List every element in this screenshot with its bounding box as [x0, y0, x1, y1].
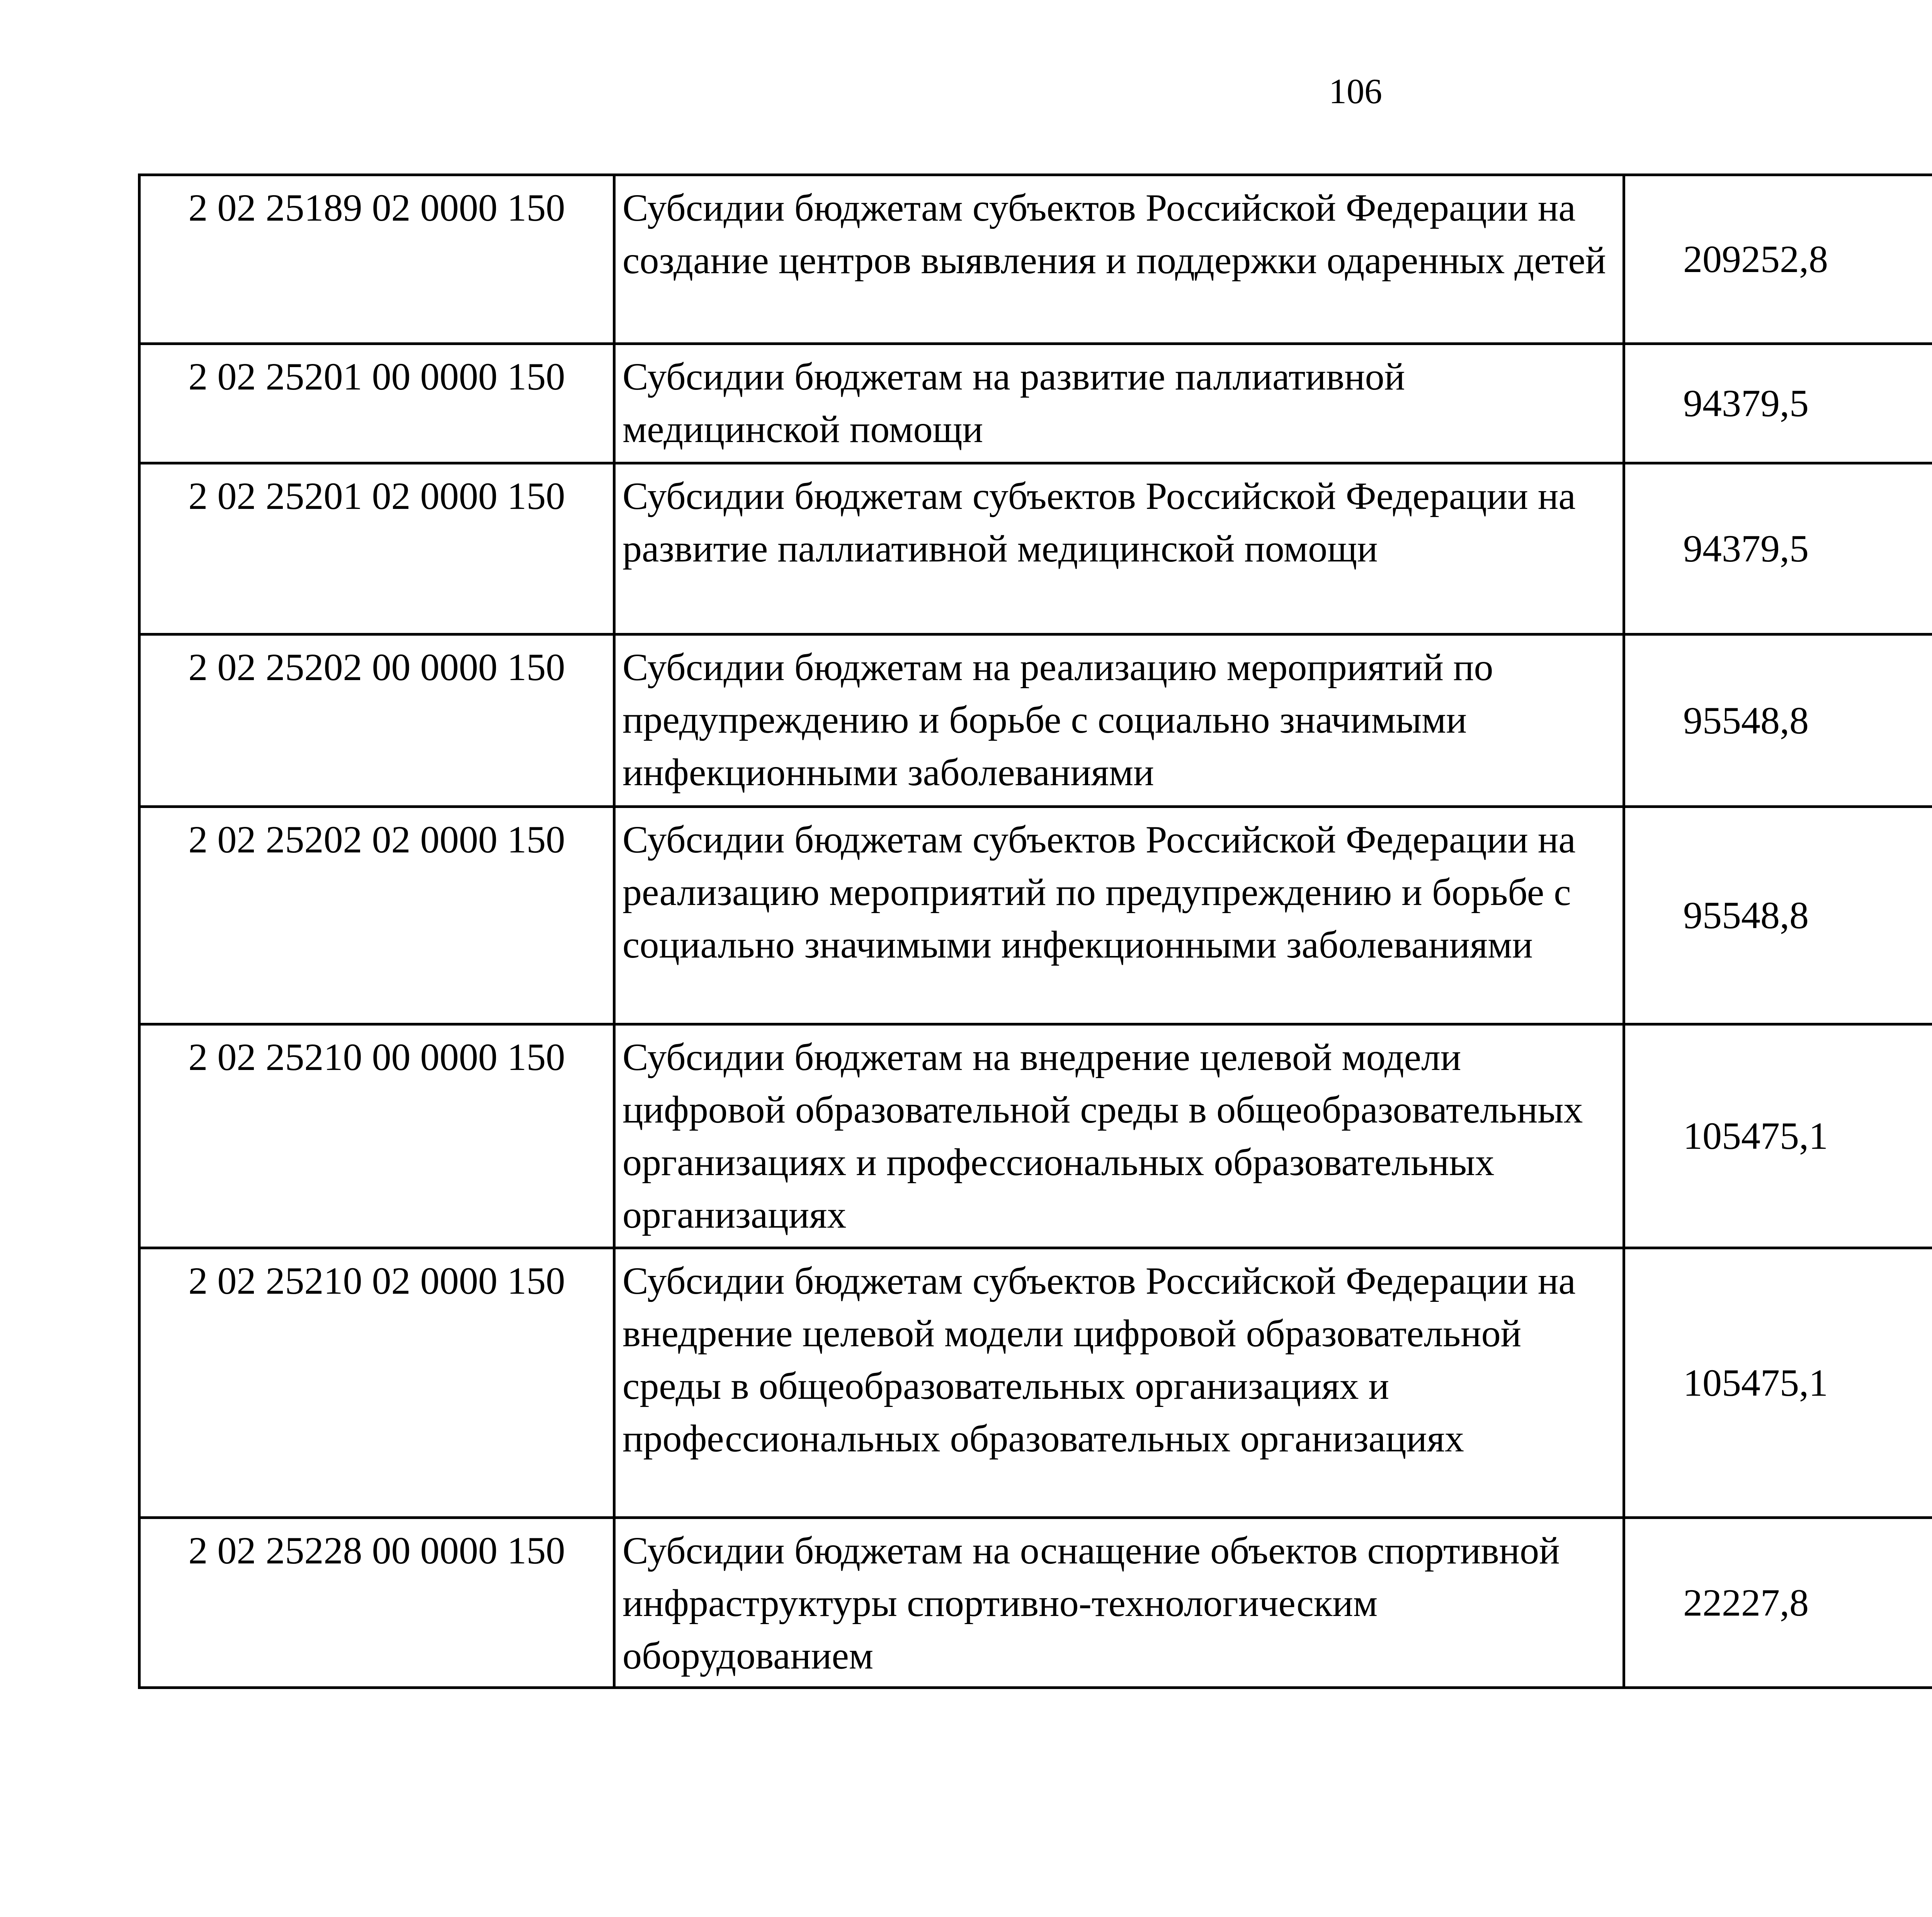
row-code: 2 02 25228 00 0000 150 — [139, 1518, 614, 1688]
table-row — [139, 175, 1932, 344]
row-year1-amount: 105475,1 — [1624, 1024, 1932, 1248]
row-code: 2 02 25202 02 0000 150 — [139, 807, 614, 1024]
row-description: Субсидии бюджетам на оснащение объектов спортивной инфраструктуры спортивно-технологическим оборудованием — [614, 1518, 1624, 1688]
table-row — [139, 1248, 1932, 1518]
table-row — [139, 1518, 1932, 1688]
row-year1-amount: 95548,8 — [1624, 807, 1932, 1024]
row-year1-amount: 209252,8 — [1624, 175, 1932, 344]
row-description: Субсидии бюджетам на реализацию мероприятий по предупреждению и борьбе с социально значимыми инфекционными заболеваниями — [614, 634, 1624, 807]
row-description: Субсидии бюджетам на развитие паллиативной медицинской помощи — [614, 344, 1624, 463]
table-row — [139, 807, 1932, 1024]
table-row — [139, 634, 1932, 807]
table-row — [139, 1024, 1932, 1248]
row-description: Субсидии бюджетам на внедрение целевой модели цифровой образовательной среды в общеобразовательных организациях и профессиональных образовательных организациях — [614, 1024, 1624, 1248]
row-year1-amount: 94379,5 — [1624, 344, 1932, 463]
row-year1-amount: 95548,8 — [1624, 634, 1932, 807]
table-row — [139, 463, 1932, 634]
page-number: 106 — [1329, 71, 1382, 111]
row-year1-amount: 105475,1 — [1624, 1248, 1932, 1518]
table-row — [139, 344, 1932, 463]
row-code: 2 02 25189 02 0000 150 — [139, 175, 614, 344]
row-description: Субсидии бюджетам субъектов Российской Федерации на развитие паллиативной медицинской помощи — [614, 463, 1624, 634]
row-code: 2 02 25210 02 0000 150 — [139, 1248, 614, 1518]
row-code: 2 02 25201 02 0000 150 — [139, 463, 614, 634]
row-code: 2 02 25201 00 0000 150 — [139, 344, 614, 463]
row-description: Субсидии бюджетам субъектов Российской Федерации на реализацию мероприятий по предупреждению и борьбе с социально значимыми инфекционными заболеваниями — [614, 807, 1624, 1024]
row-code: 2 02 25210 00 0000 150 — [139, 1024, 614, 1248]
row-code: 2 02 25202 00 0000 150 — [139, 634, 614, 807]
row-year1-amount: 22227,8 — [1624, 1518, 1932, 1688]
row-description: Субсидии бюджетам субъектов Российской Федерации на внедрение целевой модели цифровой образовательной среды в общеобразовательных организациях и профессиональных образовательных организациях — [614, 1248, 1624, 1518]
row-year1-amount: 94379,5 — [1624, 463, 1932, 634]
budget-revenue-table — [138, 173, 1932, 1689]
row-description: Субсидии бюджетам субъектов Российской Федерации на создание центров выявления и поддержки одаренных детей — [614, 175, 1624, 344]
